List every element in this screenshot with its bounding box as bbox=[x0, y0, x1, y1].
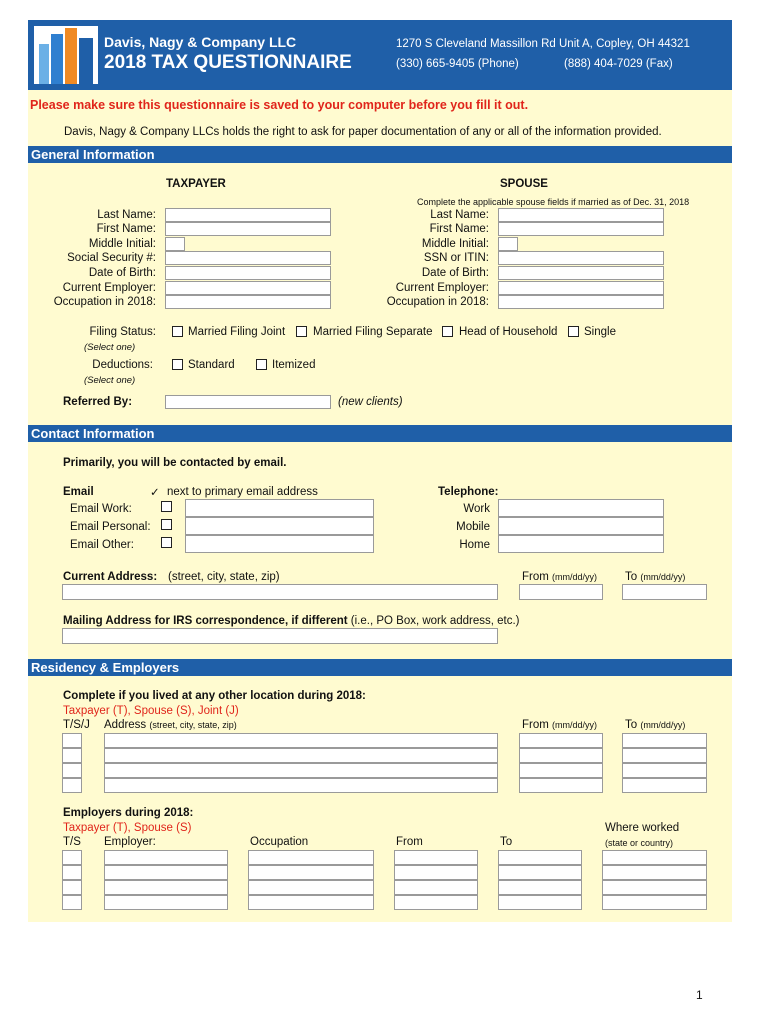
new-clients-note: (new clients) bbox=[338, 396, 403, 408]
address-label: Address bbox=[104, 719, 147, 731]
employer-row-1-ts[interactable] bbox=[62, 850, 82, 865]
employer-row-4-ts[interactable] bbox=[62, 895, 82, 910]
phone-mobile-label: Mobile bbox=[456, 521, 490, 533]
referred-by-field[interactable] bbox=[165, 395, 331, 409]
employer-row-3-ts[interactable] bbox=[62, 880, 82, 895]
document-header bbox=[28, 20, 732, 90]
filing-married-joint-label: Married Filing Joint bbox=[188, 326, 286, 338]
employers-legend: Taxpayer (T), Spouse (S) bbox=[63, 822, 192, 834]
date-hint: (mm/dd/yy) bbox=[552, 720, 598, 730]
employer-from-label: From bbox=[396, 836, 423, 848]
taxpayer-ssn-field[interactable] bbox=[165, 251, 331, 265]
residency-row-4-to[interactable] bbox=[622, 778, 707, 793]
residency-row-2-address[interactable] bbox=[104, 748, 498, 763]
company-name: Davis, Nagy & Company LLC bbox=[104, 34, 297, 50]
email-personal-primary-checkbox[interactable] bbox=[161, 519, 172, 530]
taxpayer-first-name-label: First Name: bbox=[96, 223, 156, 235]
taxpayer-heading: TAXPAYER bbox=[166, 178, 226, 190]
phone-work-field[interactable] bbox=[498, 499, 664, 517]
spouse-heading: SPOUSE bbox=[500, 178, 548, 190]
employer-row-4-from[interactable] bbox=[394, 895, 478, 910]
employer-row-1-from[interactable] bbox=[394, 850, 478, 865]
documentation-notice: Davis, Nagy & Company LLCs holds the right to ask for paper documentation of any or all of the information provided. bbox=[64, 126, 662, 138]
taxpayer-employer-field[interactable] bbox=[165, 281, 331, 295]
current-address-to-field[interactable] bbox=[622, 584, 707, 600]
spouse-note: Complete the applicable spouse fields if married as of Dec. 31, 2018 bbox=[417, 197, 690, 207]
residency-row-1-to[interactable] bbox=[622, 733, 707, 748]
residency-intro: Complete if you lived at any other location during 2018: bbox=[63, 690, 366, 702]
filing-head-of-household-label: Head of Household bbox=[459, 326, 558, 338]
email-work-primary-checkbox[interactable] bbox=[161, 501, 172, 512]
residency-row-3-tsj[interactable] bbox=[62, 763, 82, 778]
company-fax: (888) 404-7029 (Fax) bbox=[564, 58, 673, 70]
spouse-last-name-label: Last Name: bbox=[430, 209, 489, 221]
mailing-address-hint: (i.e., PO Box, work address, etc.) bbox=[350, 615, 520, 627]
employer-row-3-where[interactable] bbox=[602, 880, 707, 895]
document-title: 2018 TAX QUESTIONNAIRE bbox=[104, 52, 352, 73]
employer-row-3-from[interactable] bbox=[394, 880, 478, 895]
employer-row-1-where[interactable] bbox=[602, 850, 707, 865]
mailing-address-field[interactable] bbox=[62, 628, 498, 644]
employer-row-3-to[interactable] bbox=[498, 880, 582, 895]
residency-row-1-address[interactable] bbox=[104, 733, 498, 748]
employer-row-2-from[interactable] bbox=[394, 865, 478, 880]
employer-row-3-occupation[interactable] bbox=[248, 880, 374, 895]
employer-row-1-employer[interactable] bbox=[104, 850, 228, 865]
email-primary-note: next to primary email address bbox=[167, 486, 318, 498]
deduction-itemized-checkbox[interactable] bbox=[256, 359, 267, 370]
filing-status-label: Filing Status: bbox=[89, 326, 156, 338]
spouse-first-name-field[interactable] bbox=[498, 222, 664, 236]
from-label: From bbox=[522, 719, 549, 731]
email-work-field[interactable] bbox=[185, 499, 374, 517]
mailing-address-label bbox=[63, 615, 520, 627]
employer-label: Employer: bbox=[104, 836, 156, 848]
current-address-hint: (street, city, state, zip) bbox=[168, 571, 280, 583]
residency-to-label bbox=[625, 719, 685, 731]
company-logo bbox=[34, 26, 98, 84]
residency-row-4-tsj[interactable] bbox=[62, 778, 82, 793]
email-personal-label: Email Personal: bbox=[70, 521, 151, 533]
where-worked-label: Where worked bbox=[605, 822, 680, 834]
taxpayer-middle-initial-label: Middle Initial: bbox=[88, 238, 156, 250]
spouse-employer-field[interactable] bbox=[498, 281, 664, 295]
employer-row-2-to[interactable] bbox=[498, 865, 582, 880]
residency-row-2-tsj[interactable] bbox=[62, 748, 82, 763]
employer-row-1-occupation[interactable] bbox=[248, 850, 374, 865]
employer-row-1-to[interactable] bbox=[498, 850, 582, 865]
employer-row-2-ts[interactable] bbox=[62, 865, 82, 880]
phone-mobile-field[interactable] bbox=[498, 517, 664, 535]
filing-select-one: (Select one) bbox=[84, 342, 136, 353]
to-label: To bbox=[625, 571, 638, 583]
employer-row-2-where[interactable] bbox=[602, 865, 707, 880]
employer-row-2-occupation[interactable] bbox=[248, 865, 374, 880]
residency-address-label bbox=[104, 719, 237, 731]
residency-row-3-from[interactable] bbox=[519, 763, 603, 778]
deduction-itemized-label: Itemized bbox=[272, 359, 316, 371]
filing-head-of-household-checkbox[interactable] bbox=[442, 326, 453, 337]
current-address-field[interactable] bbox=[62, 584, 498, 600]
spouse-first-name-label: First Name: bbox=[429, 223, 489, 235]
taxpayer-dob-label: Date of Birth: bbox=[88, 267, 156, 279]
current-address-from-label bbox=[522, 571, 597, 583]
email-personal-field[interactable] bbox=[185, 517, 374, 535]
to-label: To bbox=[625, 719, 638, 731]
referred-by-label: Referred By: bbox=[63, 396, 133, 408]
taxpayer-ssn-label: Social Security #: bbox=[67, 252, 156, 264]
email-heading: Email bbox=[63, 486, 94, 498]
current-address-label: Current Address: bbox=[63, 571, 158, 583]
date-hint: (mm/dd/yy) bbox=[552, 572, 598, 582]
where-worked-hint: (state or country) bbox=[605, 838, 674, 848]
residency-row-1-tsj[interactable] bbox=[62, 733, 82, 748]
taxpayer-middle-initial-field[interactable] bbox=[165, 237, 185, 251]
current-address-from-field[interactable] bbox=[519, 584, 603, 600]
current-address-to-label bbox=[625, 571, 685, 583]
employer-to-label: To bbox=[500, 836, 513, 848]
email-work-label: Email Work: bbox=[70, 503, 132, 515]
date-hint: (mm/dd/yy) bbox=[640, 720, 686, 730]
taxpayer-dob-field[interactable] bbox=[165, 266, 331, 280]
residency-legend: Taxpayer (T), Spouse (S), Joint (J) bbox=[63, 705, 239, 717]
filing-single-label: Single bbox=[584, 326, 616, 338]
taxpayer-employer-label: Current Employer: bbox=[62, 282, 156, 294]
spouse-employer-label: Current Employer: bbox=[395, 282, 489, 294]
taxpayer-first-name-field[interactable] bbox=[165, 222, 331, 236]
page-number: 1 bbox=[696, 988, 703, 1002]
occupation-label: Occupation bbox=[250, 836, 309, 848]
residency-row-4-address[interactable] bbox=[104, 778, 498, 793]
residency-row-3-to[interactable] bbox=[622, 763, 707, 778]
residency-row-2-to[interactable] bbox=[622, 748, 707, 763]
section-general-information: General Information bbox=[28, 146, 732, 163]
residency-row-1-from[interactable] bbox=[519, 733, 603, 748]
deductions-label: Deductions: bbox=[92, 359, 153, 371]
employer-row-4-employer[interactable] bbox=[104, 895, 228, 910]
phone-home-label: Home bbox=[459, 539, 490, 551]
employer-row-4-where[interactable] bbox=[602, 895, 707, 910]
section-residency-employers: Residency & Employers bbox=[28, 659, 732, 676]
phone-work-label: Work bbox=[463, 503, 490, 515]
employers-heading: Employers during 2018: bbox=[63, 807, 194, 819]
spouse-ssn-label: SSN or ITIN: bbox=[423, 252, 489, 264]
mailing-address-title: Mailing Address for IRS correspondence, if different bbox=[63, 615, 348, 627]
deductions-select-one: (Select one) bbox=[84, 375, 136, 386]
deduction-standard-label: Standard bbox=[188, 359, 235, 371]
telephone-heading: Telephone: bbox=[438, 486, 499, 498]
employer-row-2-employer[interactable] bbox=[104, 865, 228, 880]
spouse-dob-label: Date of Birth: bbox=[421, 267, 489, 279]
filing-single-checkbox[interactable] bbox=[568, 326, 579, 337]
contact-primary-note: Primarily, you will be contacted by email. bbox=[63, 457, 287, 469]
spouse-middle-initial-label: Middle Initial: bbox=[421, 238, 489, 250]
save-warning: Please make sure this questionnaire is saved to your computer before you fill it out. bbox=[30, 98, 529, 112]
employer-row-3-employer[interactable] bbox=[104, 880, 228, 895]
spouse-dob-field[interactable] bbox=[498, 266, 664, 280]
tsj-label: T/S/J bbox=[63, 719, 90, 731]
residency-row-4-from[interactable] bbox=[519, 778, 603, 793]
residency-from-label bbox=[522, 719, 597, 731]
ts-label: T/S bbox=[63, 836, 81, 848]
spouse-occupation-label: Occupation in 2018: bbox=[386, 296, 489, 308]
taxpayer-occupation-label: Occupation in 2018: bbox=[53, 296, 156, 308]
spouse-occupation-field[interactable] bbox=[498, 295, 664, 309]
phone-home-field[interactable] bbox=[498, 535, 664, 553]
spouse-middle-initial-field[interactable] bbox=[498, 237, 518, 251]
residency-row-2-from[interactable] bbox=[519, 748, 603, 763]
taxpayer-last-name-field[interactable] bbox=[165, 208, 331, 222]
filing-married-separate-label: Married Filing Separate bbox=[313, 326, 433, 338]
employer-row-4-to[interactable] bbox=[498, 895, 582, 910]
from-label: From bbox=[522, 571, 549, 583]
taxpayer-occupation-field[interactable] bbox=[165, 295, 331, 309]
residency-row-3-address[interactable] bbox=[104, 763, 498, 778]
company-address: 1270 S Cleveland Massillon Rd Unit A, Copley, OH 44321 bbox=[396, 38, 690, 50]
date-hint: (mm/dd/yy) bbox=[640, 572, 686, 582]
taxpayer-last-name-label: Last Name: bbox=[97, 209, 156, 221]
section-contact-information: Contact Information bbox=[28, 425, 732, 442]
email-other-field[interactable] bbox=[185, 535, 374, 553]
company-phone: (330) 665-9405 (Phone) bbox=[396, 58, 519, 70]
checkmark-icon: ✓ bbox=[150, 487, 160, 499]
filing-married-separate-checkbox[interactable] bbox=[296, 326, 307, 337]
employer-row-4-occupation[interactable] bbox=[248, 895, 374, 910]
spouse-last-name-field[interactable] bbox=[498, 208, 664, 222]
address-hint: (street, city, state, zip) bbox=[149, 720, 237, 730]
filing-married-joint-checkbox[interactable] bbox=[172, 326, 183, 337]
email-other-primary-checkbox[interactable] bbox=[161, 537, 172, 548]
spouse-ssn-field[interactable] bbox=[498, 251, 664, 265]
email-other-label: Email Other: bbox=[70, 539, 134, 551]
deduction-standard-checkbox[interactable] bbox=[172, 359, 183, 370]
